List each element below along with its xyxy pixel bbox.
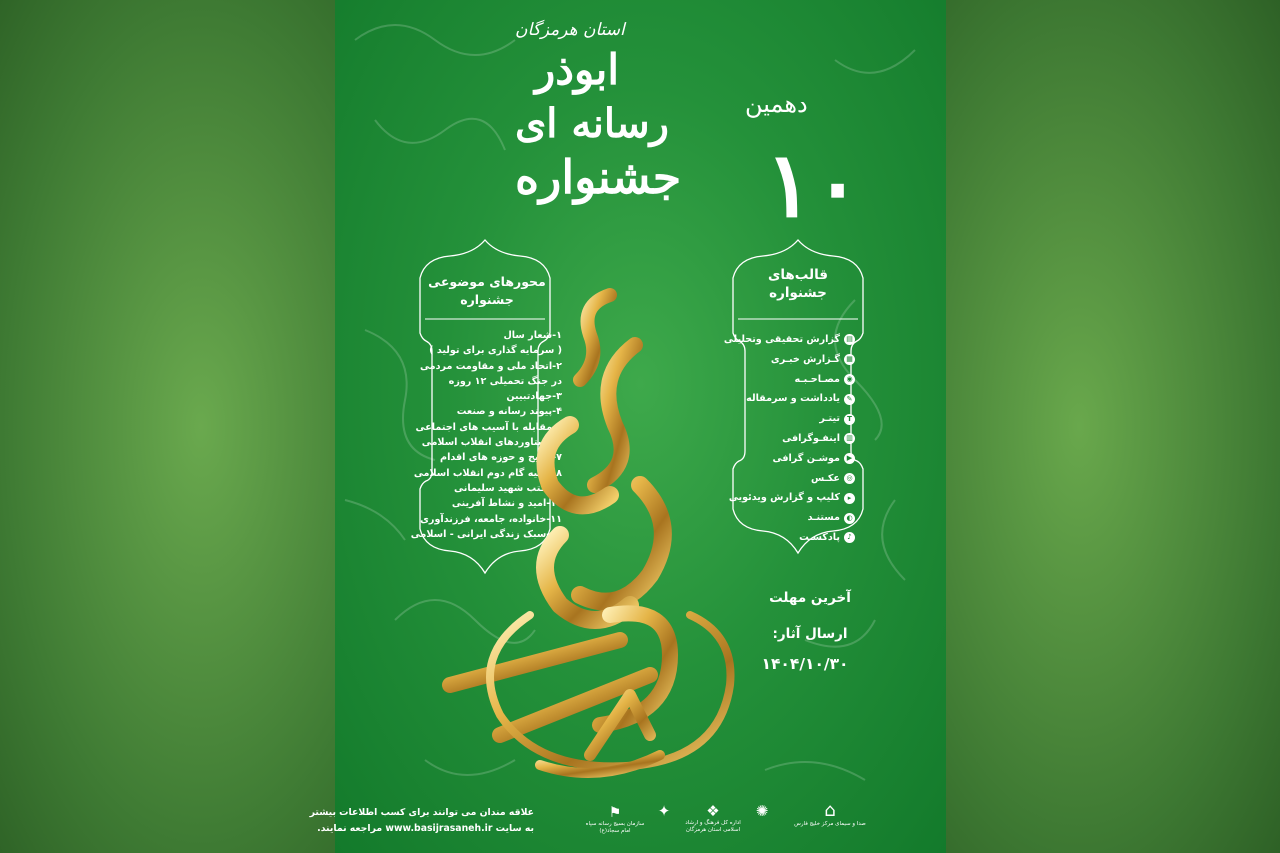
title-festival: جشنواره	[515, 150, 682, 204]
list-item: ۱۲-سبک زندگی ایرانی - اسلامی	[410, 528, 562, 540]
edition-number: ۱۰	[765, 132, 862, 238]
report-icon: ▤	[844, 334, 855, 345]
festival-poster	[309, 0, 946, 853]
list-item: ▶ موشـن گرافی	[724, 449, 855, 469]
list-item: ▦ گـزارش خبـری	[724, 350, 855, 370]
documentary-icon: ◐	[844, 513, 855, 524]
broadcast-logo: ⌂ صدا و سیمای مرکز خلیج فارس	[794, 800, 866, 827]
list-item: ◐ مستنـد	[724, 508, 855, 528]
news-icon: ▦	[844, 354, 855, 365]
list-item: ۱۰-امید و نشاط آفرینی	[451, 498, 562, 510]
podcast-icon: ♪	[844, 532, 855, 543]
headline-icon: T	[844, 414, 855, 425]
blurred-background-right	[945, 0, 1280, 853]
list-item: ۴-پیوند رسانه و صنعت	[456, 406, 562, 418]
emblem-logo: ✦	[657, 802, 671, 820]
list-item: ۶-دستاوردهای انقلاب اسلامی	[421, 437, 562, 449]
basij-media-logo: ⚑ سازمان بسیج رسانه سپاه امام سجاد(ع)	[585, 805, 645, 834]
list-item: ۵-مقابله با آسیب های اجتماعی	[415, 421, 562, 433]
deadline-label1: آخرین مهلت	[769, 590, 851, 606]
list-item: T تیتـر	[724, 409, 855, 429]
edition-word: دهمین	[745, 90, 808, 118]
culture-ministry-logo: ❖ اداره کل فرهنگ و ارشاد اسلامی استان هرمزگان	[685, 802, 741, 833]
axes-title: محورهای موضوعی جشنواره	[428, 274, 546, 307]
list-item: ۱-شعار سال	[503, 330, 562, 341]
title-abuzar: ابوذر	[535, 45, 620, 94]
footer-line2: به سایت www.basijrasaneh.ir مراجعه نمایند.	[317, 823, 534, 834]
gold-calligraphy-logo	[440, 285, 750, 795]
list-item: ۷-بسیج و حوزه های اقدام	[440, 452, 562, 464]
list-item: ( سرمایه گذاری برای تولید )	[429, 345, 562, 357]
deadline-label2: ارسال آثار:	[772, 626, 848, 642]
motion-graphic-icon: ▶	[844, 453, 855, 464]
list-item: ۹-مکتب شهید سلیمانی	[454, 482, 562, 494]
list-item: ▥ اینفـوگرافی	[724, 429, 855, 449]
camera-icon: ◎	[844, 473, 855, 484]
list-item: ▤ گزارش تحقیقی وتحلیلی	[724, 330, 855, 350]
province-label: استان هرمزگان	[515, 20, 625, 40]
list-item: ♪ پادکسـت	[724, 528, 855, 548]
footer-line1: علاقه مندان می توانند برای کسب اطلاعات بیشتر	[309, 807, 534, 818]
list-item: ۸-بیانیه گام دوم انقلاب اسلامی	[413, 467, 562, 479]
list-item: ◉ مصـاحـبـه	[724, 370, 855, 390]
deadline-date: ۱۴۰۴/۱۰/۳۰	[761, 655, 849, 673]
blurred-background-left	[0, 0, 335, 853]
organization-logo: ✺	[755, 802, 769, 820]
title-media: رسانه ای	[515, 100, 669, 147]
interview-icon: ◉	[844, 374, 855, 385]
list-item: ۲-اتحاد ملی و مقاومت مردمی	[419, 360, 562, 372]
list-item: ◎ عکـس	[724, 469, 855, 489]
list-item: ▸ کلیپ و گزارش ویدئویی	[724, 488, 855, 508]
list-item: ✎ یادداشت و سرمقاله	[724, 389, 855, 409]
formats-title: قالب‌های جشنواره	[767, 267, 829, 301]
video-icon: ▸	[844, 493, 855, 504]
infographic-icon: ▥	[844, 433, 855, 444]
list-item: در جنگ تحمیلی ۱۲ روزه	[448, 375, 562, 387]
note-icon: ✎	[844, 394, 855, 405]
list-item: ۳-جهادتبیین	[506, 391, 562, 403]
list-item: ۱۱-خانواده، جامعه، فرزندآوری	[420, 513, 562, 525]
